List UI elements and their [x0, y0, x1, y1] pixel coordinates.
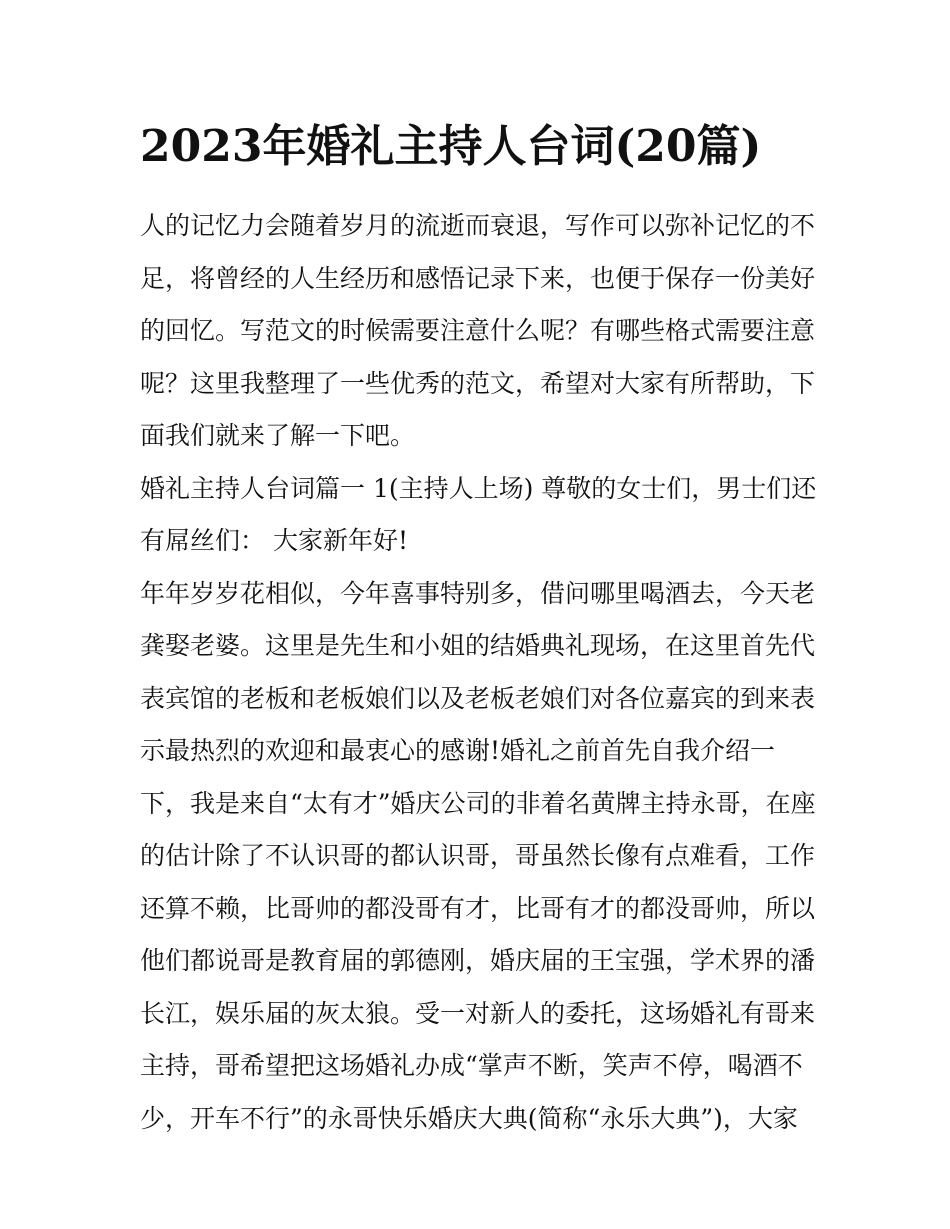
- text-line: 长江，娱乐届的灰太狼。受一对新人的委托，这场婚礼有哥来: [140, 998, 816, 1028]
- text-line: 下，我是来自“太有才”婚庆公司的非着名黄牌主持永哥，在座: [140, 788, 816, 818]
- text-line: 年年岁岁花相似，今年喜事特别多，借问哪里喝酒去，今天老: [140, 578, 816, 608]
- text-line: 少，开车不行”的永哥快乐婚庆大典(简称“永乐大典”)，大家: [140, 1103, 798, 1133]
- text-line: 他们都说哥是教育届的郭德刚，婚庆届的王宝强，学术界的潘: [140, 946, 816, 975]
- document-title: 2023年婚礼主持人台词(20篇): [140, 121, 762, 172]
- document-body: [140, 200, 820, 1145]
- text-line: 还算不赖，比哥帅的都没哥有才，比哥有才的都没哥帅，所以: [140, 893, 816, 923]
- text-line: 婚礼主持人台词篇一 1(主持人上场) 尊敬的女士们，男士们还: [140, 473, 817, 503]
- text-line: 面我们就来了解一下吧。: [140, 421, 416, 450]
- text-line: 呢？这里我整理了一些优秀的范文，希望对大家有所帮助，下: [140, 368, 816, 398]
- text-line: 足，将曾经的人生经历和感悟记录下来，也便于保存一份美好: [140, 263, 816, 293]
- text-line: 主持，哥希望把这场婚礼办成“掌声不断，笑声不停，喝酒不: [140, 1051, 803, 1080]
- text-line: 人的记忆力会随着岁月的流逝而衰退，写作可以弥补记忆的不: [140, 211, 816, 240]
- text-line: 的估计除了不认识哥的都认识哥，哥虽然长像有点难看，工作: [140, 841, 816, 870]
- text-line: 龚娶老婆。这里是先生和小姐的结婚典礼现场，在这里首先代: [140, 631, 816, 660]
- text-line: 示最热烈的欢迎和最衷心的感谢!婚礼之前首先自我介绍一: [140, 736, 776, 765]
- text-line: 的回忆。写范文的时候需要注意什么呢？有哪些格式需要注意: [140, 316, 816, 345]
- text-line: 有屌丝们： 大家新年好!: [140, 526, 408, 555]
- text-line: 表宾馆的老板和老板娘们以及老板老娘们对各位嘉宾的到来表: [140, 683, 816, 713]
